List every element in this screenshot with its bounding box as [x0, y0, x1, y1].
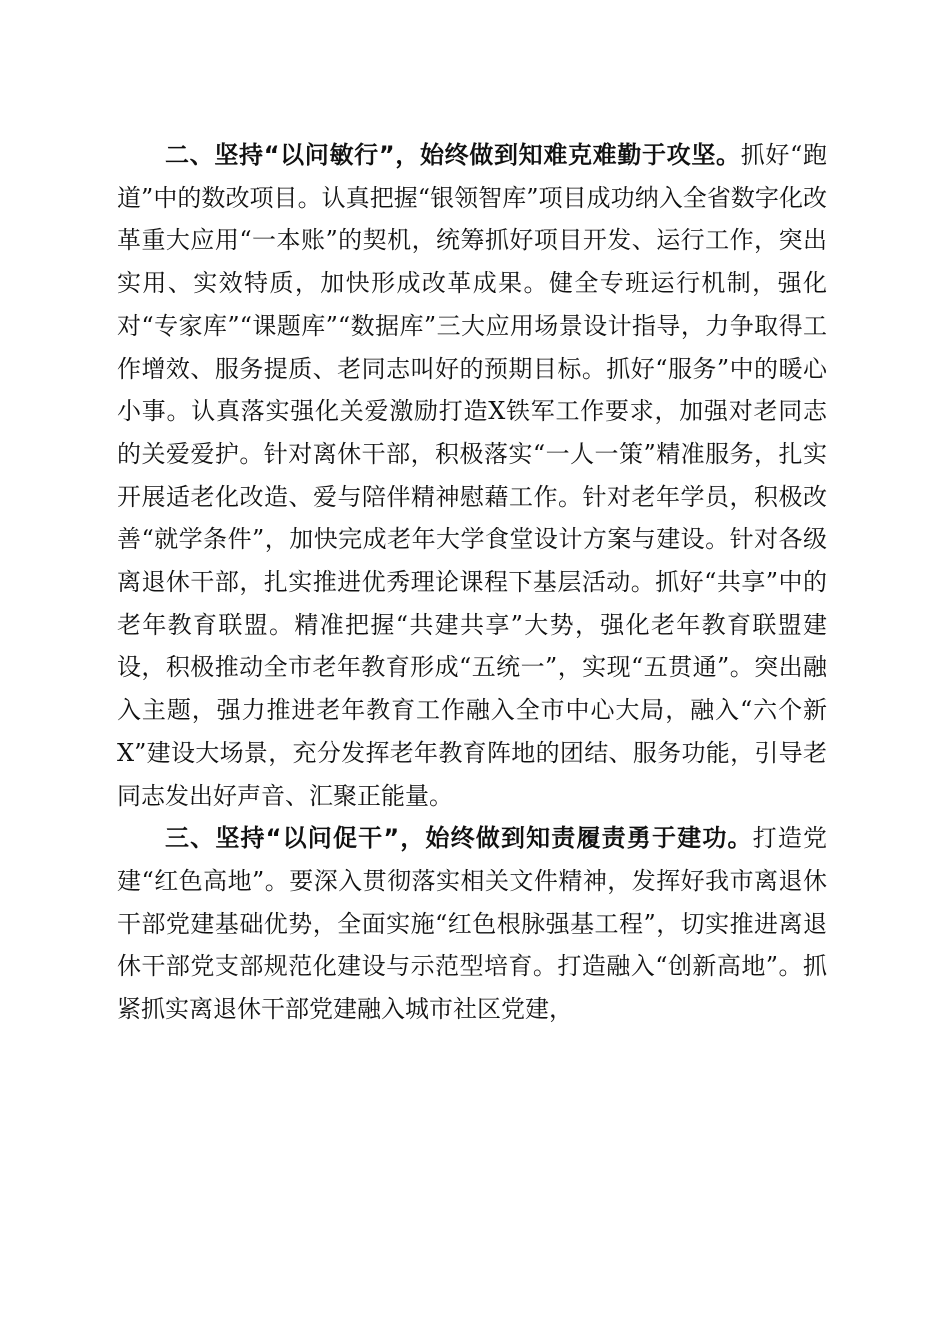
section-two-heading: 二、坚持“以问敏行”，始终做到知难克难勤于攻坚。	[165, 141, 741, 169]
document-body	[117, 134, 827, 1031]
paragraph-section-two	[117, 134, 827, 817]
section-two-text: 抓好“跑道”中的数改项目。认真把握“银领智库”项目成功纳入全省数字化改革重大应用“一本账”的契机，统筹抓好项目开发、运行工作，突出实用、实效特质，加快形成改革成果。健全专班运行机制，强化对“专家库”“课题库”“数据库”三大应用场景设计指导，力争取得工作增效、服务提质、老同志叫好的预期目标。抓好“服务”中的暖心小事。认真落实强化关爱激励打造X铁军工作要求，加强对老同志的关爱爱护。针对离休干部，积极落实“一人一策”精准服务，扎实开展适老化改造、爱与陪伴精神慰藉工作。针对老年学员，积极改善“就学条件”，加快完成老年大学食堂设计方案与建设。针对各级离退休干部，扎实推进优秀理论课程下基层活动。抓好“共享”中的老年教育联盟。精准把握“共建共享”大势，强化老年教育联盟建设，积极推动全市老年教育形成“五统一”，实现“五贯通”。突出融入主题，强力推进老年教育工作融入全市中心大局，融入“六个新X”建设大场景，充分发挥老年教育阵地的团结、服务功能，引导老同志发出好声音、汇聚正能量。	[117, 141, 827, 810]
section-three-text: 打造党建“红色高地”。要深入贯彻落实相关文件精神，发挥好我市离退休干部党建基础优势，全面实施“红色根脉强基工程”，切实推进离退休干部党支部规范化建设与示范型培育。打造融入“创新高地”。抓紧抓实离退休干部党建融入城市社区党建，	[117, 824, 827, 1024]
paragraph-section-three	[117, 817, 827, 1031]
section-three-heading: 三、坚持“以问促干”，始终做到知责履责勇于建功。	[165, 824, 753, 853]
